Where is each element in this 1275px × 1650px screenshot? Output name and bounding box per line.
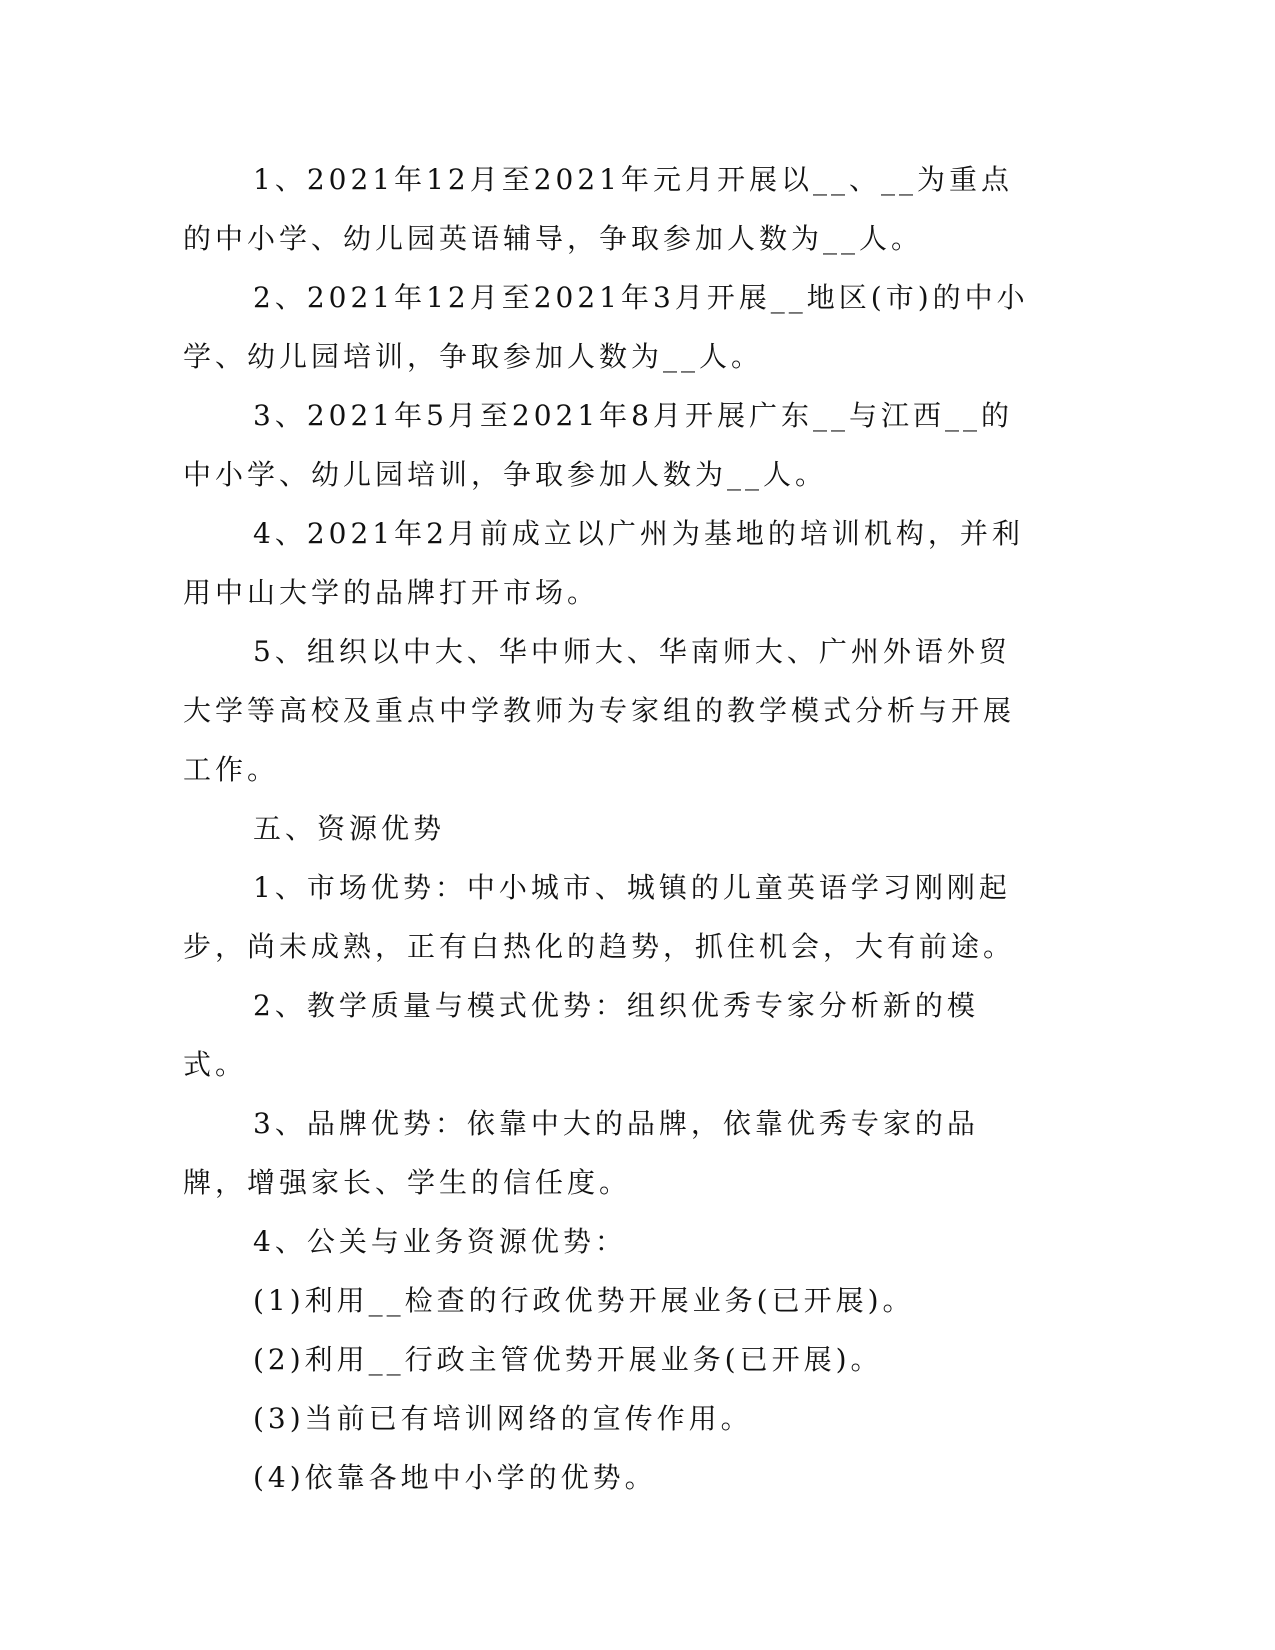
paragraph-plan-1: 1、2021年12月至2021年元月开展以__、__为重点的中小学、幼儿园英语辅导，争取参加人数为__人。	[183, 163, 1013, 255]
paragraph-market-advantage: 1、市场优势：中小城市、城镇的儿童英语学习刚刚起步，尚未成熟，正有白热化的趋势，抓住机会，大有前途。	[183, 871, 1016, 963]
paragraph-plan-2: 2、2021年12月至2021年3月开展__地区(市)的中小学、幼儿园培训，争取参加人数为__人。	[183, 281, 1029, 373]
paragraph-plan-3: 3、2021年5月至2021年8月开展广东__与江西__的中小学、幼儿园培训，争取参加人数为__人。	[183, 399, 1013, 491]
paragraph-brand-advantage: 3、品牌优势：依靠中大的品牌，依靠优秀专家的品牌，增强家长、学生的信任度。	[183, 1107, 979, 1199]
paragraph-sub-4: (4)依靠各地中小学的优势。	[253, 1461, 657, 1494]
paragraph-plan-5: 5、组织以中大、华中师大、华南师大、广州外语外贸大学等高校及重点中学教师为专家组的教学模式分析与开展工作。	[183, 635, 1016, 786]
paragraph-sub-3: (3)当前已有培训网络的宣传作用。	[253, 1402, 753, 1435]
paragraph-plan-4: 4、2021年2月前成立以广州为基地的培训机构，并利用中山大学的品牌打开市场。	[183, 517, 1024, 609]
paragraph-sub-2: (2)利用__行政主管优势开展业务(已开展)。	[253, 1343, 883, 1376]
paragraph-sub-1: (1)利用__检查的行政优势开展业务(已开展)。	[253, 1284, 915, 1317]
section-heading-resource-advantages: 五、资源优势	[253, 812, 446, 845]
paragraph-teaching-advantage: 2、教学质量与模式优势：组织优秀专家分析新的模式。	[183, 989, 979, 1081]
document-body	[183, 150, 1038, 1507]
paragraph-pr-advantage: 4、公关与业务资源优势：	[253, 1225, 627, 1258]
